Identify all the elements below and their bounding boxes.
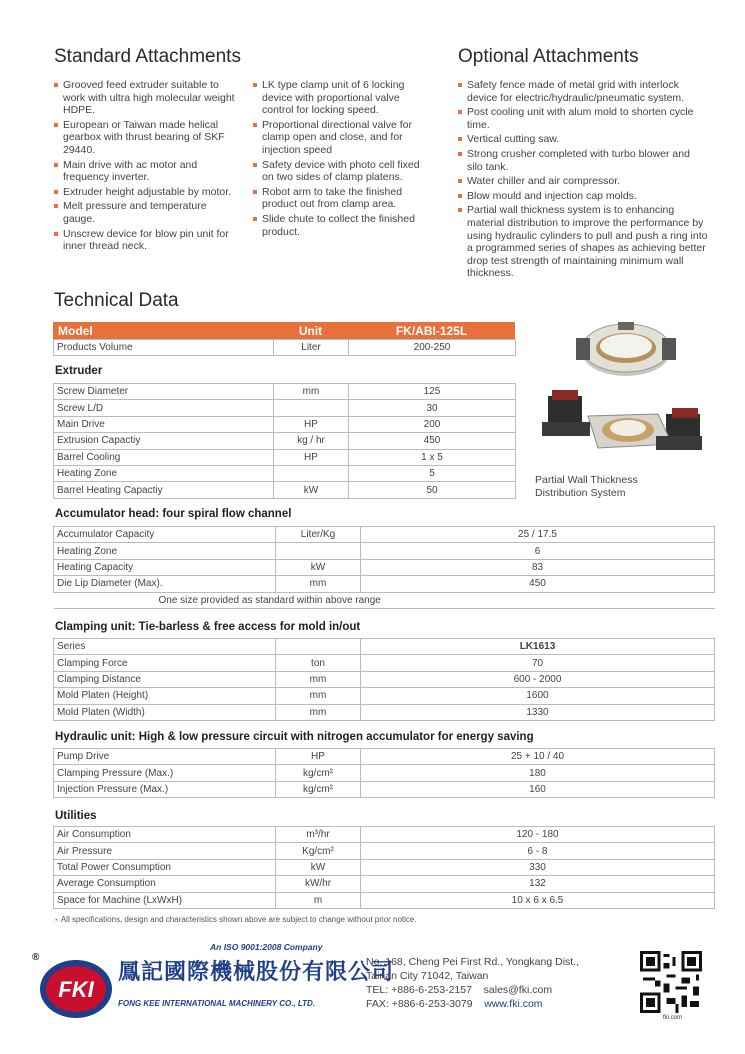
spec-unit: HP [276, 749, 361, 765]
table-row [54, 416, 516, 432]
table-row [54, 704, 715, 720]
standard-attachments-title: Standard Attachments [54, 46, 241, 67]
fax-label: FAX: [366, 998, 389, 1010]
spec-unit: kg/cm² [276, 765, 361, 781]
table-row [54, 400, 516, 416]
list-item: Safety device with photo cell fixed on two sides of clamp platens. [253, 159, 433, 184]
spec-value: LK1613 [361, 639, 715, 655]
email-link[interactable]: sales@fki.com [483, 984, 553, 996]
list-item: Post cooling unit with alum mold to shorten cycle time. [458, 106, 708, 131]
list-item: Slide chute to collect the finished product. [253, 213, 433, 238]
list-item: Extruder height adjustable by motor. [54, 186, 239, 199]
spec-value: 6 - 8 [361, 843, 715, 859]
spec-value: 25 / 17.5 [361, 527, 715, 543]
disclaimer-note: ▪ All specifications, design and characteristics shown above are subject to change without prior notice. [55, 915, 417, 924]
spec-unit: Kg/cm² [276, 843, 361, 859]
utilities-table [53, 826, 715, 909]
table-row [54, 827, 715, 843]
hydraulic-table [53, 748, 715, 798]
spec-value: 125 [349, 384, 516, 400]
list-item: European or Taiwan made helical gearbox with thrust bearing of SKF 29440. [54, 119, 239, 157]
spec-unit: HP [274, 449, 349, 465]
technical-data-title: Technical Data [54, 290, 179, 311]
clamping-section-title: Clamping unit: Tie-barless & free access for mold in/out [55, 621, 361, 633]
spec-unit: ton [276, 655, 361, 671]
spec-label: Extrusion Capactiy [54, 433, 274, 449]
table-row [54, 781, 715, 797]
spec-value: 450 [361, 576, 715, 592]
spec-value: 1330 [361, 704, 715, 720]
list-item: Water chiller and air compressor. [458, 175, 708, 188]
spec-value: 450 [349, 433, 516, 449]
company-name-en: FONG KEE INTERNATIONAL MACHINERY CO., LTD. [118, 999, 316, 1008]
fax-line [366, 997, 579, 1011]
spec-label: Screw Diameter [54, 384, 274, 400]
spec-unit: kW [274, 482, 349, 498]
company-name-cn: 鳳記國際機械股份有限公司 [118, 959, 395, 984]
spec-label: Air Pressure [54, 843, 276, 859]
spec-unit: m [276, 892, 361, 908]
list-item: Partial wall thickness system is to enhancing material distribution to improve the performance by using hydraulic cylinders to pull and push a ring into a programmed series of shapes as achieving better drop test strength of maintaining minimum wall thickness. [458, 204, 708, 280]
spec-label: Clamping Distance [54, 671, 276, 687]
optional-list [458, 79, 708, 282]
list-item: Robot arm to take the finished product out from clamp area. [253, 186, 433, 211]
spec-unit: mm [274, 384, 349, 400]
table-row [54, 688, 715, 704]
spec-unit: HP [274, 416, 349, 432]
spec-value: 50 [349, 482, 516, 498]
spec-value: 25 + 10 / 40 [361, 749, 715, 765]
table-row [54, 655, 715, 671]
fki-logo-icon [38, 958, 114, 1020]
table-row [54, 559, 715, 575]
spec-label: Barrel Heating Capactiy [54, 482, 274, 498]
spec-label: Heating Zone [54, 543, 276, 559]
spec-unit: mm [276, 671, 361, 687]
qr-tag: fki.com [663, 1015, 683, 1021]
table-row [54, 433, 516, 449]
spec-value: 200 [349, 416, 516, 432]
qr-code-icon[interactable] [640, 951, 702, 1013]
spec-unit: kW [276, 859, 361, 875]
iso-certification: An ISO 9001:2008 Company [210, 942, 323, 952]
spec-label: Pump Drive [54, 749, 276, 765]
table-row [54, 527, 715, 543]
spec-label: Air Consumption [54, 827, 276, 843]
tel-line [366, 983, 579, 997]
spec-label: Average Consumption [54, 876, 276, 892]
spec-value: 5 [349, 465, 516, 481]
table-row [54, 384, 516, 400]
spec-label: Screw L/D [54, 400, 274, 416]
spec-unit: Liter [274, 340, 349, 356]
spec-unit: kW/hr [276, 876, 361, 892]
list-item: Strong crusher completed with turbo blower and silo tank. [458, 148, 708, 173]
list-item: Main drive with ac motor and frequency inverter. [54, 159, 239, 184]
spec-label: Heating Capacity [54, 559, 276, 575]
spec-unit: mm [276, 576, 361, 592]
table-row [54, 876, 715, 892]
table-row [54, 859, 715, 875]
table-row [54, 340, 516, 356]
list-item: Proportional directional valve for clamp open and close, and for injection speed [253, 119, 433, 157]
spec-unit [274, 465, 349, 481]
optional-attachments-title: Optional Attachments [458, 46, 639, 67]
spec-unit: mm [276, 704, 361, 720]
accumulator-note: One size provided as standard within above range [54, 592, 715, 608]
standard-list-col1 [54, 79, 239, 255]
table-row [54, 639, 715, 655]
spec-label: Total Power Consumption [54, 859, 276, 875]
extruder-section-title: Extruder [55, 365, 103, 377]
table-row [54, 449, 516, 465]
spec-unit: mm [276, 688, 361, 704]
hydraulic-section-title: Hydraulic unit: High & low pressure circuit with nitrogen accumulator for energy saving [55, 731, 534, 743]
table-row [54, 749, 715, 765]
address-line-2: Tainan City 71042, Taiwan [366, 970, 489, 982]
spec-label: Space for Machine (LxWxH) [54, 892, 276, 908]
spec-label: Main Drive [54, 416, 274, 432]
utilities-section-title: Utilities [55, 810, 97, 822]
list-item: Blow mould and injection cap molds. [458, 190, 708, 203]
spec-label: Die Lip Diameter (Max). [54, 576, 276, 592]
spec-value: 180 [361, 765, 715, 781]
spec-unit: kg / hr [274, 433, 349, 449]
logo-text: FKI [58, 977, 94, 1002]
table-row [54, 671, 715, 687]
spec-unit: kg/cm² [276, 781, 361, 797]
spec-label: Injection Pressure (Max.) [54, 781, 276, 797]
spec-label: Mold Platen (Width) [54, 704, 276, 720]
table-row [54, 892, 715, 908]
list-item: Unscrew device for blow pin unit for inner thread neck. [54, 228, 239, 253]
spec-value: 1600 [361, 688, 715, 704]
image-caption: Partial Wall Thickness Distribution System [535, 474, 638, 499]
website-link[interactable]: www.fki.com [484, 998, 543, 1010]
spec-value: 200-250 [349, 340, 516, 356]
list-item: LK type clamp unit of 6 locking device with proportional valve control for locking speed. [253, 79, 433, 117]
spec-unit [274, 400, 349, 416]
list-item: Grooved feed extruder suitable to work with ultra high molecular weight HDPE. [54, 79, 239, 117]
fax-number: +886-6-253-3079 [391, 998, 473, 1010]
spec-label: Heating Zone [54, 465, 274, 481]
standard-list-col2 [253, 79, 433, 240]
spec-label: Mold Platen (Height) [54, 688, 276, 704]
spec-label: Clamping Pressure (Max.) [54, 765, 276, 781]
model-name-header: FK/ABI-125L [395, 323, 468, 338]
table-row [54, 543, 715, 559]
spec-value: 83 [361, 559, 715, 575]
spec-value: 600 - 2000 [361, 671, 715, 687]
spec-label: Series [54, 639, 276, 655]
spec-unit [276, 543, 361, 559]
list-item: Vertical cutting saw. [458, 133, 708, 146]
table-row [54, 843, 715, 859]
table-row [54, 765, 715, 781]
spec-value: 1 x 5 [349, 449, 516, 465]
accumulator-table [53, 526, 715, 609]
model-header-label: Model [58, 323, 93, 338]
table-row [54, 592, 715, 608]
registered-mark: ® [32, 952, 40, 963]
extruder-table [53, 383, 516, 499]
contact-info [366, 955, 579, 1011]
spec-value: 120 - 180 [361, 827, 715, 843]
tel-number: +886-6-253-2157 [391, 984, 472, 996]
spec-value: 70 [361, 655, 715, 671]
spec-unit [276, 639, 361, 655]
table-row [54, 465, 516, 481]
list-item: Melt pressure and temperature gauge. [54, 200, 239, 225]
table-row [54, 482, 516, 498]
list-item: Safety fence made of metal grid with interlock device for electric/hydraulic/pneumatic system. [458, 79, 708, 104]
spec-value: 30 [349, 400, 516, 416]
unit-header-label: Unit [298, 323, 323, 338]
spec-label: Products Volume [54, 340, 274, 356]
clamping-table [53, 638, 715, 721]
spec-value: 10 x 6 x 6.5 [361, 892, 715, 908]
accumulator-section-title: Accumulator head: four spiral flow channel [55, 508, 292, 520]
address-line-1: No. 168, Cheng Pei First Rd., Yongkang Dist., [366, 956, 580, 968]
spec-value: 160 [361, 781, 715, 797]
spec-label: Barrel Cooling [54, 449, 274, 465]
tel-label: TEL: [366, 984, 389, 996]
spec-unit: m³/hr [276, 827, 361, 843]
spec-unit: Liter/Kg [276, 527, 361, 543]
spec-value: 132 [361, 876, 715, 892]
spec-value: 330 [361, 859, 715, 875]
spec-value: 6 [361, 543, 715, 559]
table-row [54, 576, 715, 592]
partial-wall-thickness-image [528, 314, 710, 470]
spec-unit: kW [276, 559, 361, 575]
spec-label: Accumulator Capacity [54, 527, 276, 543]
spec-label: Clamping Force [54, 655, 276, 671]
products-volume-table [53, 339, 516, 356]
model-header-bar [53, 322, 515, 339]
